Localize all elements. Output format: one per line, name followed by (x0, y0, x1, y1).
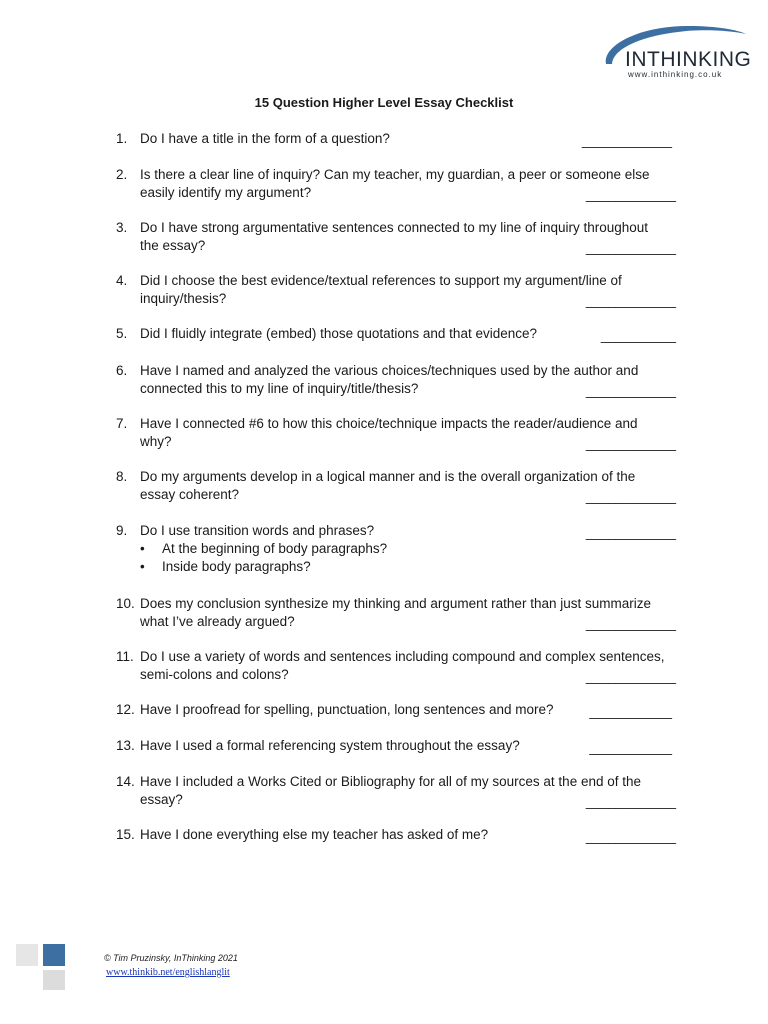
item-number: 2. (116, 167, 128, 182)
item-text: Did I choose the best evidence/textual references to support my argument/line of inquiry/thesis? (140, 273, 622, 306)
answer-blank: ____________ (585, 829, 676, 844)
item-number: 7. (116, 416, 128, 431)
checklist-item (116, 130, 686, 148)
checklist-item (116, 773, 686, 809)
item-text: Do my arguments develop in a logical manner and is the overall organization of the essay coherent? (140, 469, 636, 502)
answer-blank: ____________ (585, 489, 676, 504)
answer-blank: ____________ (585, 616, 676, 631)
item-number: 5. (116, 326, 128, 341)
footer-link[interactable]: www.thinkib.net/englishlanglit (106, 967, 230, 978)
item-number: 9. (116, 523, 128, 538)
item-text: Have I done everything else my teacher has asked of me? (140, 827, 489, 842)
answer-blank: ____________ (585, 383, 676, 398)
bullet-item: • Inside body paragraphs? (116, 558, 686, 576)
bullet-item: • At the beginning of body paragraphs? (116, 540, 686, 558)
answer-blank: ____________ (585, 525, 676, 540)
item-text: Have I named and analyzed the various choices/techniques used by the author and connected this to my line of inquiry/title/thesis? (140, 363, 639, 396)
checklist-item (116, 737, 686, 755)
checklist-item (116, 648, 686, 684)
checklist-item (116, 362, 686, 398)
footer-copyright: © Tim Pruzinsky, InThinking 2021 (104, 953, 238, 963)
item-number: 13. (116, 738, 135, 753)
bullet-list (116, 540, 686, 576)
item-text: Do I use a variety of words and sentences including compound and complex sentences, semi-colons and colons? (140, 649, 665, 682)
answer-blank: ___________ (589, 740, 672, 755)
checklist-item (116, 166, 686, 202)
item-text: Have I connected #6 to how this choice/technique impacts the reader/audience and why? (140, 416, 638, 449)
item-number: 1. (116, 131, 128, 146)
item-text: Does my conclusion synthesize my thinking and argument rather than just summarize what I’ve already argued? (140, 596, 651, 629)
item-number: 3. (116, 220, 128, 235)
answer-blank: ____________ (585, 240, 676, 255)
item-text: Do I use transition words and phrases? (140, 523, 375, 538)
checklist-item (116, 325, 686, 343)
checklist-item (116, 826, 686, 844)
item-number: 8. (116, 469, 128, 484)
answer-blank: ____________ (585, 293, 676, 308)
item-number: 12. (116, 702, 135, 717)
item-text: Did I fluidly integrate (embed) those quotations and that evidence? (140, 326, 537, 341)
item-text: Have I included a Works Cited or Bibliography for all of my sources at the end of the essay? (140, 774, 642, 807)
item-text: Do I have strong argumentative sentences connected to my line of inquiry throughout the essay? (140, 220, 649, 253)
answer-blank: ____________ (585, 436, 676, 451)
checklist-item (116, 468, 686, 504)
item-number: 6. (116, 363, 128, 378)
item-number: 10. (116, 596, 135, 611)
inthinking-logo (598, 24, 752, 84)
item-text: Have I proofread for spelling, punctuation, long sentences and more? (140, 702, 554, 717)
item-number: 14. (116, 774, 135, 789)
checklist-item (116, 415, 686, 451)
blue-square (43, 944, 65, 966)
checklist-item (116, 701, 686, 719)
item-number: 15. (116, 827, 135, 842)
gray-square (16, 944, 38, 966)
answer-blank: __________ (600, 328, 676, 343)
answer-blank: ____________ (585, 794, 676, 809)
checklist-item (116, 522, 686, 576)
answer-blank: ___________ (589, 704, 672, 719)
page-title: 15 Question Higher Level Essay Checklist (254, 95, 514, 110)
item-text: Is there a clear line of inquiry? Can my teacher, my guardian, a peer or someone else easily identify my argument? (140, 167, 650, 200)
item-text: Have I used a formal referencing system throughout the essay? (140, 738, 520, 753)
checklist-item (116, 272, 686, 308)
item-number: 4. (116, 273, 128, 288)
answer-blank: ____________ (581, 133, 672, 148)
logo-url: www.inthinking.co.uk (628, 70, 723, 79)
logo-wordmark: INTHINKING (625, 48, 752, 71)
checklist-item (116, 219, 686, 255)
item-text: Do I have a title in the form of a question? (140, 131, 390, 146)
gray-square (43, 970, 65, 990)
answer-blank: ____________ (585, 669, 676, 684)
checklist-item (116, 595, 686, 631)
answer-blank: ____________ (585, 187, 676, 202)
item-number: 11. (116, 649, 134, 664)
